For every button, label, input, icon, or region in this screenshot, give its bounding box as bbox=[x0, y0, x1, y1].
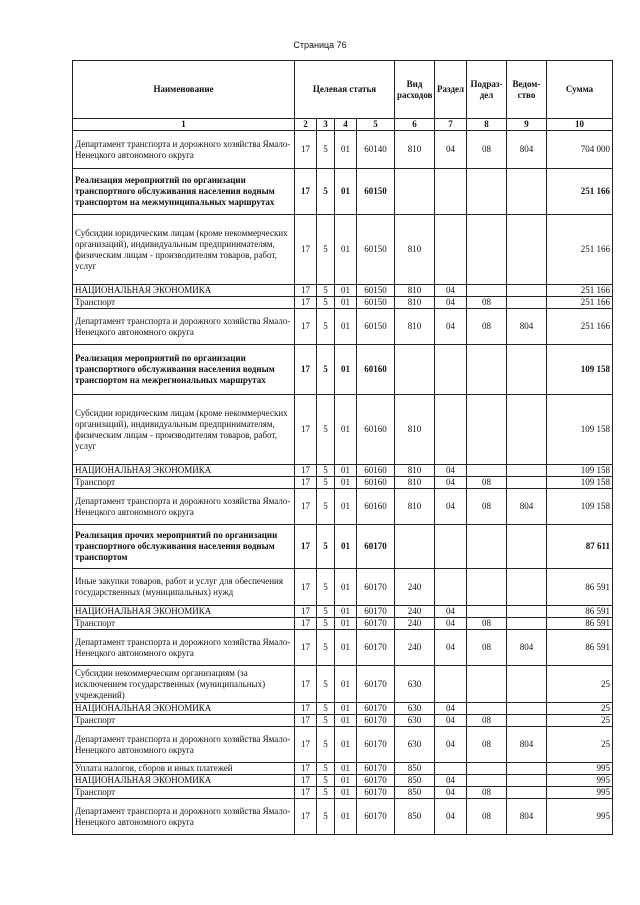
vid-cell: 810 bbox=[395, 285, 435, 297]
summa-cell: 86 591 bbox=[547, 618, 613, 630]
col-num: 4 bbox=[335, 119, 357, 131]
podrazdel-cell bbox=[467, 703, 507, 715]
table-row bbox=[73, 309, 613, 345]
article-1: 17 bbox=[295, 525, 317, 569]
article-4: 60150 bbox=[357, 169, 395, 215]
vid-cell: 810 bbox=[395, 477, 435, 489]
article-4: 60160 bbox=[357, 395, 395, 465]
article-2: 5 bbox=[317, 345, 335, 395]
article-3: 01 bbox=[335, 309, 357, 345]
article-3: 01 bbox=[335, 345, 357, 395]
podrazdel-cell: 08 bbox=[467, 131, 507, 169]
vid-cell: 810 bbox=[395, 465, 435, 477]
summa-cell: 86 591 bbox=[547, 630, 613, 666]
col-num: 3 bbox=[317, 119, 335, 131]
article-3: 01 bbox=[335, 569, 357, 606]
razdel-cell: 04 bbox=[435, 606, 467, 618]
podrazdel-cell bbox=[467, 169, 507, 215]
razdel-cell bbox=[435, 666, 467, 703]
podrazdel-cell bbox=[467, 345, 507, 395]
podrazdel-cell bbox=[467, 666, 507, 703]
name: Департамент транспорта и дорожного хозяйства Ямало-Ненецкого автономного округа bbox=[73, 131, 295, 169]
vedomstvo-cell bbox=[507, 763, 547, 775]
razdel-cell bbox=[435, 763, 467, 775]
vedomstvo-cell bbox=[507, 666, 547, 703]
article-3: 01 bbox=[335, 787, 357, 799]
table-row bbox=[73, 131, 613, 169]
razdel-cell: 04 bbox=[435, 630, 467, 666]
summa-cell: 251 166 bbox=[547, 169, 613, 215]
summa-cell: 109 158 bbox=[547, 345, 613, 395]
col-num: 8 bbox=[467, 119, 507, 131]
name: Реализация мероприятий по организации транспортного обслуживания населения водным транспортом на межрегиональных маршрутах bbox=[73, 345, 295, 395]
article-3: 01 bbox=[335, 715, 357, 727]
header-article: Целевая статья bbox=[295, 61, 395, 119]
article-3: 01 bbox=[335, 606, 357, 618]
article-1: 17 bbox=[295, 787, 317, 799]
razdel-cell bbox=[435, 345, 467, 395]
name: Транспорт bbox=[73, 477, 295, 489]
article-2: 5 bbox=[317, 465, 335, 477]
name: Реализация мероприятий по организации транспортного обслуживания населения водным транспортом на межмуниципальных маршрутах bbox=[73, 169, 295, 215]
vedomstvo-cell: 804 bbox=[507, 309, 547, 345]
summa-cell: 995 bbox=[547, 763, 613, 775]
article-4: 60170 bbox=[357, 569, 395, 606]
vedomstvo-cell bbox=[507, 395, 547, 465]
razdel-cell: 04 bbox=[435, 477, 467, 489]
article-1: 17 bbox=[295, 703, 317, 715]
article-4: 60150 bbox=[357, 285, 395, 297]
article-1: 17 bbox=[295, 727, 317, 763]
vid-cell: 850 bbox=[395, 775, 435, 787]
article-3: 01 bbox=[335, 489, 357, 525]
article-1: 17 bbox=[295, 215, 317, 285]
razdel-cell: 04 bbox=[435, 297, 467, 309]
vid-cell: 630 bbox=[395, 715, 435, 727]
vedomstvo-cell bbox=[507, 775, 547, 787]
table-row bbox=[73, 345, 613, 395]
name: Департамент транспорта и дорожного хозяйства Ямало-Ненецкого автономного округа bbox=[73, 630, 295, 666]
name: НАЦИОНАЛЬНАЯ ЭКОНОМИКА bbox=[73, 285, 295, 297]
podrazdel-cell bbox=[467, 395, 507, 465]
vid-cell bbox=[395, 169, 435, 215]
table-row bbox=[73, 787, 613, 799]
vid-cell: 810 bbox=[395, 395, 435, 465]
name: Департамент транспорта и дорожного хозяйства Ямало-Ненецкого автономного округа bbox=[73, 489, 295, 525]
razdel-cell bbox=[435, 395, 467, 465]
summa-cell: 25 bbox=[547, 715, 613, 727]
summa-cell: 251 166 bbox=[547, 215, 613, 285]
article-2: 5 bbox=[317, 477, 335, 489]
article-4: 60170 bbox=[357, 666, 395, 703]
podrazdel-cell: 08 bbox=[467, 489, 507, 525]
article-3: 01 bbox=[335, 630, 357, 666]
col-num: 10 bbox=[547, 119, 613, 131]
article-2: 5 bbox=[317, 799, 335, 835]
vid-cell: 630 bbox=[395, 727, 435, 763]
table-row bbox=[73, 477, 613, 489]
summa-cell: 251 166 bbox=[547, 297, 613, 309]
article-4: 60160 bbox=[357, 465, 395, 477]
header-name: Наименование bbox=[73, 61, 295, 119]
article-3: 01 bbox=[335, 215, 357, 285]
razdel-cell: 04 bbox=[435, 131, 467, 169]
article-4: 60170 bbox=[357, 606, 395, 618]
article-3: 01 bbox=[335, 666, 357, 703]
vedomstvo-cell bbox=[507, 297, 547, 309]
table-row bbox=[73, 666, 613, 703]
article-2: 5 bbox=[317, 131, 335, 169]
vedomstvo-cell: 804 bbox=[507, 630, 547, 666]
razdel-cell: 04 bbox=[435, 787, 467, 799]
table-row bbox=[73, 395, 613, 465]
article-2: 5 bbox=[317, 297, 335, 309]
article-3: 01 bbox=[335, 477, 357, 489]
col-num: 6 bbox=[395, 119, 435, 131]
name: НАЦИОНАЛЬНАЯ ЭКОНОМИКА bbox=[73, 775, 295, 787]
vedomstvo-cell bbox=[507, 345, 547, 395]
table-row bbox=[73, 465, 613, 477]
summa-cell: 87 611 bbox=[547, 525, 613, 569]
article-1: 17 bbox=[295, 715, 317, 727]
summa-cell: 251 166 bbox=[547, 309, 613, 345]
article-3: 01 bbox=[335, 465, 357, 477]
vid-cell: 810 bbox=[395, 297, 435, 309]
article-1: 17 bbox=[295, 395, 317, 465]
article-2: 5 bbox=[317, 775, 335, 787]
vedomstvo-cell bbox=[507, 285, 547, 297]
razdel-cell bbox=[435, 525, 467, 569]
name: Транспорт bbox=[73, 297, 295, 309]
razdel-cell bbox=[435, 569, 467, 606]
table-row bbox=[73, 703, 613, 715]
name: Департамент транспорта и дорожного хозяйства Ямало-Ненецкого автономного округа bbox=[73, 309, 295, 345]
table-row bbox=[73, 215, 613, 285]
table-row bbox=[73, 727, 613, 763]
col-num: 2 bbox=[295, 119, 317, 131]
article-2: 5 bbox=[317, 489, 335, 525]
summa-cell: 86 591 bbox=[547, 569, 613, 606]
razdel-cell: 04 bbox=[435, 799, 467, 835]
podrazdel-cell bbox=[467, 606, 507, 618]
vid-cell: 240 bbox=[395, 618, 435, 630]
table-row bbox=[73, 489, 613, 525]
article-4: 60170 bbox=[357, 775, 395, 787]
vid-cell bbox=[395, 345, 435, 395]
article-2: 5 bbox=[317, 630, 335, 666]
vedomstvo-cell bbox=[507, 618, 547, 630]
podrazdel-cell: 08 bbox=[467, 477, 507, 489]
vedomstvo-cell bbox=[507, 465, 547, 477]
name: НАЦИОНАЛЬНАЯ ЭКОНОМИКА bbox=[73, 465, 295, 477]
article-1: 17 bbox=[295, 285, 317, 297]
article-1: 17 bbox=[295, 569, 317, 606]
article-2: 5 bbox=[317, 618, 335, 630]
vedomstvo-cell: 804 bbox=[507, 131, 547, 169]
summa-cell: 995 bbox=[547, 799, 613, 835]
header-podrazdel: Подраз-дел bbox=[467, 61, 507, 119]
razdel-cell: 04 bbox=[435, 465, 467, 477]
razdel-cell: 04 bbox=[435, 775, 467, 787]
vedomstvo-cell: 804 bbox=[507, 727, 547, 763]
article-2: 5 bbox=[317, 763, 335, 775]
table-row bbox=[73, 763, 613, 775]
name: Реализация прочих мероприятий по организации транспортного обслуживания населения водным транспортом bbox=[73, 525, 295, 569]
article-4: 60170 bbox=[357, 618, 395, 630]
article-3: 01 bbox=[335, 395, 357, 465]
article-3: 01 bbox=[335, 799, 357, 835]
article-2: 5 bbox=[317, 703, 335, 715]
header-razdel: Раздел bbox=[435, 61, 467, 119]
article-1: 17 bbox=[295, 131, 317, 169]
table-row bbox=[73, 169, 613, 215]
vedomstvo-cell bbox=[507, 477, 547, 489]
article-4: 60150 bbox=[357, 297, 395, 309]
name: Транспорт bbox=[73, 618, 295, 630]
podrazdel-cell: 08 bbox=[467, 297, 507, 309]
vid-cell: 810 bbox=[395, 309, 435, 345]
article-3: 01 bbox=[335, 525, 357, 569]
summa-cell: 995 bbox=[547, 787, 613, 799]
razdel-cell: 04 bbox=[435, 715, 467, 727]
vedomstvo-cell bbox=[507, 606, 547, 618]
name: Иные закупки товаров, работ и услуг для обеспечения государственных (муниципальных) нужд bbox=[73, 569, 295, 606]
summa-cell: 109 158 bbox=[547, 477, 613, 489]
table-row bbox=[73, 775, 613, 787]
article-1: 17 bbox=[295, 618, 317, 630]
vid-cell: 850 bbox=[395, 787, 435, 799]
vid-cell: 850 bbox=[395, 763, 435, 775]
razdel-cell: 04 bbox=[435, 285, 467, 297]
col-num: 5 bbox=[357, 119, 395, 131]
name: Транспорт bbox=[73, 715, 295, 727]
vid-cell bbox=[395, 525, 435, 569]
summa-cell: 109 158 bbox=[547, 395, 613, 465]
vid-cell: 240 bbox=[395, 630, 435, 666]
podrazdel-cell bbox=[467, 569, 507, 606]
article-2: 5 bbox=[317, 787, 335, 799]
article-4: 60150 bbox=[357, 215, 395, 285]
article-1: 17 bbox=[295, 345, 317, 395]
article-3: 01 bbox=[335, 297, 357, 309]
article-4: 60160 bbox=[357, 345, 395, 395]
vedomstvo-cell bbox=[507, 715, 547, 727]
vedomstvo-cell: 804 bbox=[507, 489, 547, 525]
header-row bbox=[73, 61, 613, 119]
podrazdel-cell: 08 bbox=[467, 727, 507, 763]
article-2: 5 bbox=[317, 715, 335, 727]
table-row bbox=[73, 630, 613, 666]
article-1: 17 bbox=[295, 666, 317, 703]
vid-cell: 810 bbox=[395, 489, 435, 525]
podrazdel-cell: 08 bbox=[467, 309, 507, 345]
article-3: 01 bbox=[335, 775, 357, 787]
article-1: 17 bbox=[295, 297, 317, 309]
article-3: 01 bbox=[335, 131, 357, 169]
podrazdel-cell: 08 bbox=[467, 618, 507, 630]
article-4: 60150 bbox=[357, 309, 395, 345]
razdel-cell: 04 bbox=[435, 489, 467, 525]
article-1: 17 bbox=[295, 465, 317, 477]
column-number-row bbox=[73, 119, 613, 131]
article-3: 01 bbox=[335, 703, 357, 715]
header-vid: Вид расходов bbox=[395, 61, 435, 119]
article-2: 5 bbox=[317, 666, 335, 703]
article-2: 5 bbox=[317, 309, 335, 345]
article-4: 60170 bbox=[357, 703, 395, 715]
table-row bbox=[73, 525, 613, 569]
razdel-cell: 04 bbox=[435, 703, 467, 715]
vid-cell: 630 bbox=[395, 666, 435, 703]
article-3: 01 bbox=[335, 285, 357, 297]
article-1: 17 bbox=[295, 606, 317, 618]
budget-table bbox=[72, 60, 613, 835]
article-2: 5 bbox=[317, 569, 335, 606]
article-1: 17 bbox=[295, 799, 317, 835]
article-1: 17 bbox=[295, 477, 317, 489]
article-1: 17 bbox=[295, 489, 317, 525]
table-row bbox=[73, 297, 613, 309]
article-3: 01 bbox=[335, 169, 357, 215]
podrazdel-cell: 08 bbox=[467, 787, 507, 799]
article-2: 5 bbox=[317, 525, 335, 569]
article-4: 60170 bbox=[357, 525, 395, 569]
article-2: 5 bbox=[317, 606, 335, 618]
vid-cell: 630 bbox=[395, 703, 435, 715]
podrazdel-cell bbox=[467, 285, 507, 297]
table-row bbox=[73, 715, 613, 727]
summa-cell: 25 bbox=[547, 666, 613, 703]
col-num: 7 bbox=[435, 119, 467, 131]
article-3: 01 bbox=[335, 763, 357, 775]
article-4: 60170 bbox=[357, 799, 395, 835]
razdel-cell bbox=[435, 169, 467, 215]
razdel-cell: 04 bbox=[435, 309, 467, 345]
table-row bbox=[73, 799, 613, 835]
vid-cell: 810 bbox=[395, 215, 435, 285]
vedomstvo-cell bbox=[507, 525, 547, 569]
vedomstvo-cell: 804 bbox=[507, 799, 547, 835]
page-number: Страница 76 bbox=[293, 40, 347, 50]
summa-cell: 251 166 bbox=[547, 285, 613, 297]
article-2: 5 bbox=[317, 285, 335, 297]
table-body bbox=[73, 131, 613, 835]
article-4: 60170 bbox=[357, 630, 395, 666]
article-2: 5 bbox=[317, 215, 335, 285]
table-row bbox=[73, 606, 613, 618]
vedomstvo-cell bbox=[507, 169, 547, 215]
article-1: 17 bbox=[295, 630, 317, 666]
article-1: 17 bbox=[295, 775, 317, 787]
article-4: 60170 bbox=[357, 787, 395, 799]
article-2: 5 bbox=[317, 395, 335, 465]
name: Транспорт bbox=[73, 787, 295, 799]
header-summa: Сумма bbox=[547, 61, 613, 119]
vid-cell: 850 bbox=[395, 799, 435, 835]
razdel-cell: 04 bbox=[435, 618, 467, 630]
podrazdel-cell bbox=[467, 525, 507, 569]
summa-cell: 109 158 bbox=[547, 489, 613, 525]
podrazdel-cell: 08 bbox=[467, 630, 507, 666]
vedomstvo-cell bbox=[507, 215, 547, 285]
podrazdel-cell: 08 bbox=[467, 799, 507, 835]
vedomstvo-cell bbox=[507, 703, 547, 715]
article-2: 5 bbox=[317, 727, 335, 763]
vedomstvo-cell bbox=[507, 787, 547, 799]
table-row bbox=[73, 285, 613, 297]
summa-cell: 995 bbox=[547, 775, 613, 787]
podrazdel-cell bbox=[467, 775, 507, 787]
podrazdel-cell: 08 bbox=[467, 715, 507, 727]
article-4: 60170 bbox=[357, 763, 395, 775]
summa-cell: 25 bbox=[547, 703, 613, 715]
article-4: 60160 bbox=[357, 477, 395, 489]
table-row bbox=[73, 618, 613, 630]
razdel-cell bbox=[435, 215, 467, 285]
article-4: 60160 bbox=[357, 489, 395, 525]
name: Департамент транспорта и дорожного хозяйства Ямало-Ненецкого автономного округа bbox=[73, 799, 295, 835]
name: НАЦИОНАЛЬНАЯ ЭКОНОМИКА bbox=[73, 606, 295, 618]
vid-cell: 240 bbox=[395, 606, 435, 618]
article-2: 5 bbox=[317, 169, 335, 215]
vid-cell: 240 bbox=[395, 569, 435, 606]
name: НАЦИОНАЛЬНАЯ ЭКОНОМИКА bbox=[73, 703, 295, 715]
razdel-cell: 04 bbox=[435, 727, 467, 763]
name: Субсидии некоммерческим организациям (за исключением государственных (муниципальных) учреждений) bbox=[73, 666, 295, 703]
col-num: 1 bbox=[73, 119, 295, 131]
podrazdel-cell bbox=[467, 215, 507, 285]
article-3: 01 bbox=[335, 727, 357, 763]
table-row bbox=[73, 569, 613, 606]
article-4: 60170 bbox=[357, 727, 395, 763]
podrazdel-cell bbox=[467, 465, 507, 477]
name: Департамент транспорта и дорожного хозяйства Ямало-Ненецкого автономного округа bbox=[73, 727, 295, 763]
summa-cell: 86 591 bbox=[547, 606, 613, 618]
name: Субсидии юридическим лицам (кроме некоммерческих организаций), индивидуальным предпринимателям, физическим лицам - производителям товаров, работ, услуг bbox=[73, 395, 295, 465]
article-1: 17 bbox=[295, 763, 317, 775]
summa-cell: 25 bbox=[547, 727, 613, 763]
name: Субсидии юридическим лицам (кроме некоммерческих организаций), индивидуальным предпринимателям, физическим лицам - производителям товаров, работ, услуг bbox=[73, 215, 295, 285]
article-1: 17 bbox=[295, 309, 317, 345]
summa-cell: 109 158 bbox=[547, 465, 613, 477]
vid-cell: 810 bbox=[395, 131, 435, 169]
article-1: 17 bbox=[295, 169, 317, 215]
article-4: 60140 bbox=[357, 131, 395, 169]
article-4: 60170 bbox=[357, 715, 395, 727]
article-3: 01 bbox=[335, 618, 357, 630]
col-num: 9 bbox=[507, 119, 547, 131]
summa-cell: 704 000 bbox=[547, 131, 613, 169]
podrazdel-cell bbox=[467, 763, 507, 775]
header-vedomstvo: Ведом-ство bbox=[507, 61, 547, 119]
vedomstvo-cell bbox=[507, 569, 547, 606]
name: Уплата налогов, сборов и иных платежей bbox=[73, 763, 295, 775]
